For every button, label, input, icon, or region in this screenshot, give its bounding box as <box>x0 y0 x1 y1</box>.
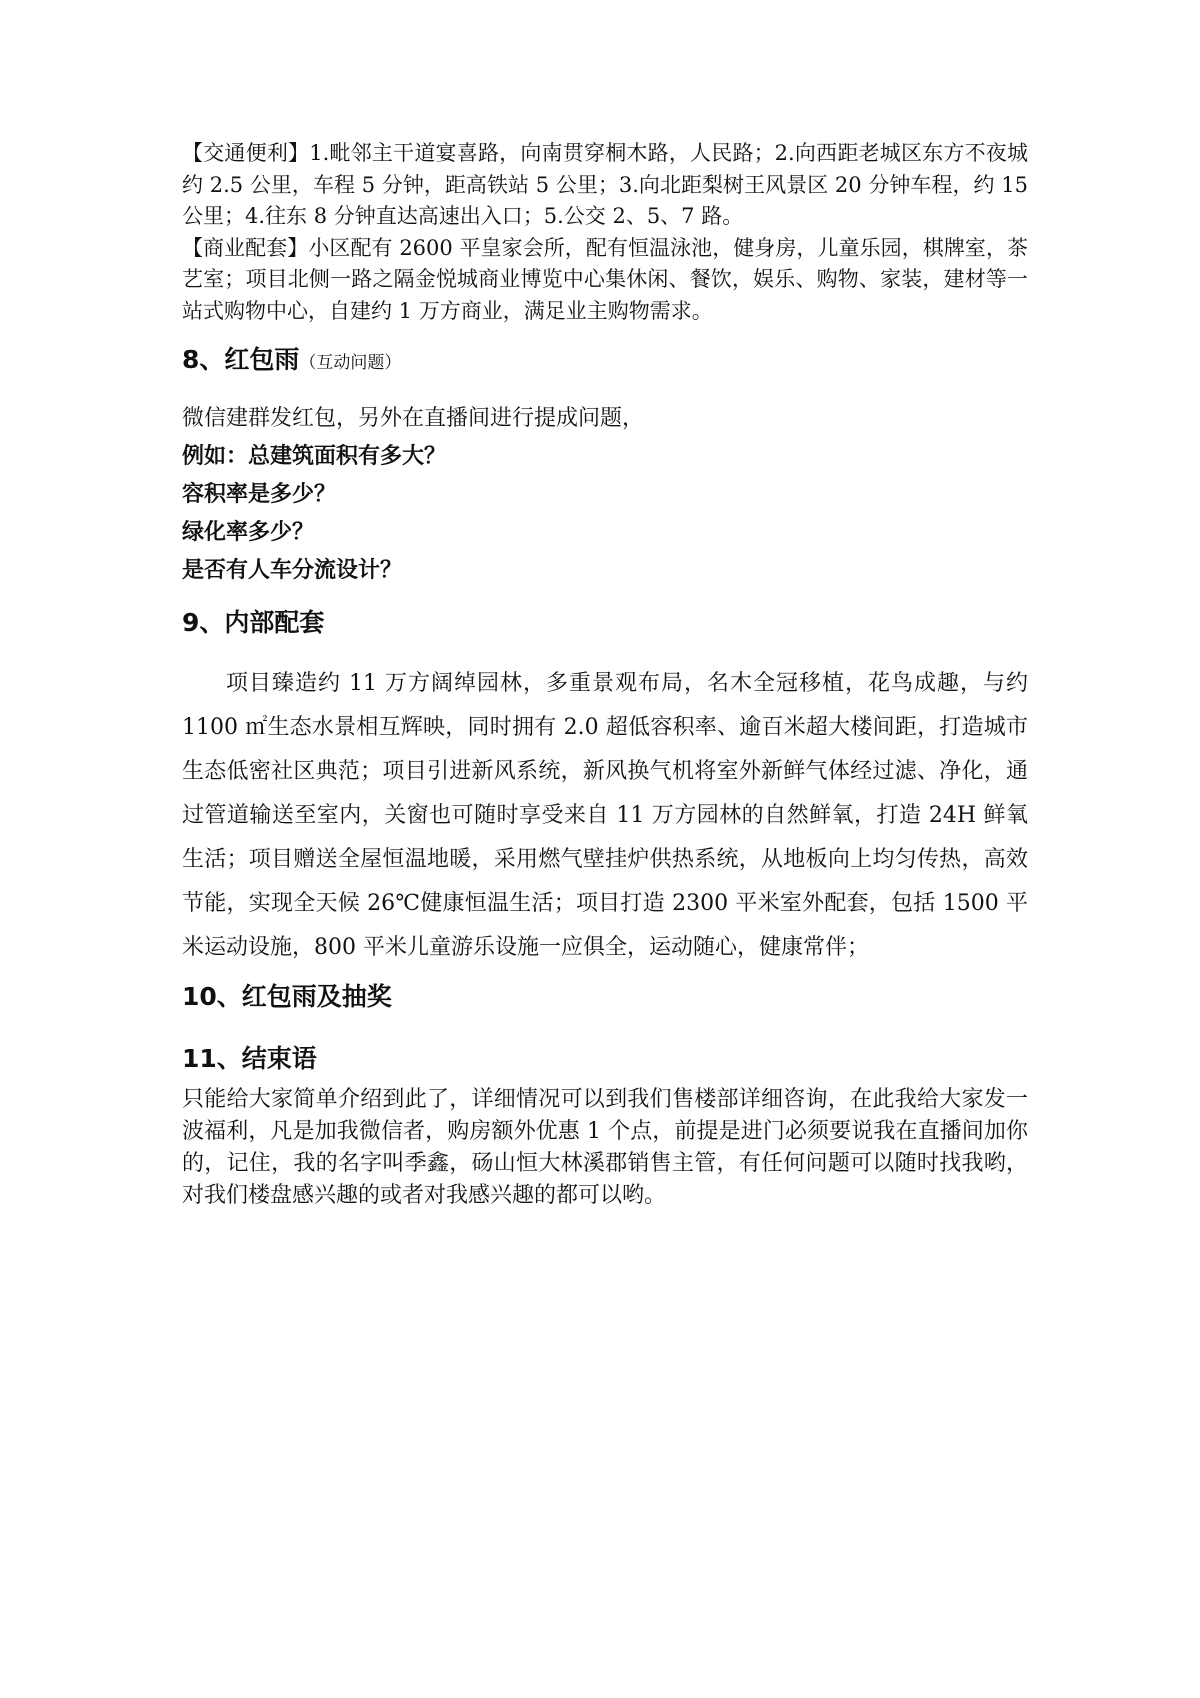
section-8-intro: 微信建群发红包，另外在直播间进行提成问题， <box>182 406 645 431</box>
section-8-title: 8、红包雨 <box>182 345 300 374</box>
commerce-paragraph <box>182 233 1028 328</box>
section-10-heading: 10、红包雨及抽奖 <box>182 982 392 1011</box>
section-8-note: （互动问题） <box>299 353 402 373</box>
question-3: 绿化率多少？ <box>182 520 315 545</box>
question-1: 例如：总建筑面积有多大？ <box>182 444 447 469</box>
traffic-label: 【交通便利】 <box>182 141 310 165</box>
commerce-text: 小区配有 2600 平皇家会所，配有恒温泳池，健身房，儿童乐园，棋牌室，茶艺室；项目北侧一路之隔金悦城商业博览中心集休闲、餐饮，娱乐、购物、家装，建材等一站式购物中心，自建约 1 万方商业，满足业主购物需求。 <box>182 235 1029 323</box>
question-4: 是否有人车分流设计？ <box>182 558 403 583</box>
section-11-body: 只能给大家简单介绍到此了，详细情况可以到我们售楼部详细咨询，在此我给大家发一波福利，凡是加我微信者，购房额外优惠 1 个点，前提是进门必须要说我在直播间加你的，记住，我的名字叫季鑫，砀山恒大林溪郡销售主管，有任何问题可以随时找我哟，对我们楼盘感兴趣的或者对我感兴趣的都可以哟。 <box>182 1087 1028 1208</box>
traffic-text: 1.毗邻主干道宴喜路，向南贯穿桐木路，人民路；2.向西距老城区东方不夜城约 2.5 公里，车程 5 分钟，距高铁站 5 公里；3.向北距梨树王风景区 20 分钟车程，约 15 公里；4.往东 8 分钟直达高速出入口；5.公交 2、5、7 路。 <box>182 141 1029 228</box>
section-8-heading <box>182 341 1028 382</box>
section-9-body: 项目臻造约 11 万方阔绰园林，多重景观布局，名木全冠移植，花鸟成趣，与约 1100 ㎡生态水景相互辉映，同时拥有 2.0 超低容积率、逾百米超大楼间距，打造城市生态低密社区典范；项目引进新风系统，新风换气机将室外新鲜气体经过滤、净化，通过管道输送至室内，关窗也可随时享受来自 11 万方园林的自然鲜氧，打造 24H 鲜氧生活；项目赠送全屋恒温地暖，采用燃气壁挂炉供热系统，从地板向上均匀传热，高效节能，实现全天候 26℃健康恒温生活；项目打造 2300 平米室外配套，包括 1500 平米运动设施，800 平米儿童游乐设施一应俱全，运动随心，健康常伴； <box>182 671 1028 960</box>
commerce-label: 【商业配套】 <box>182 235 309 260</box>
section-9-heading: 9、内部配套 <box>182 608 325 637</box>
section-11-heading: 11、结束语 <box>182 1044 317 1073</box>
document-content <box>182 138 1028 1212</box>
question-2: 容积率是多少？ <box>182 482 337 507</box>
traffic-paragraph <box>182 138 1028 233</box>
